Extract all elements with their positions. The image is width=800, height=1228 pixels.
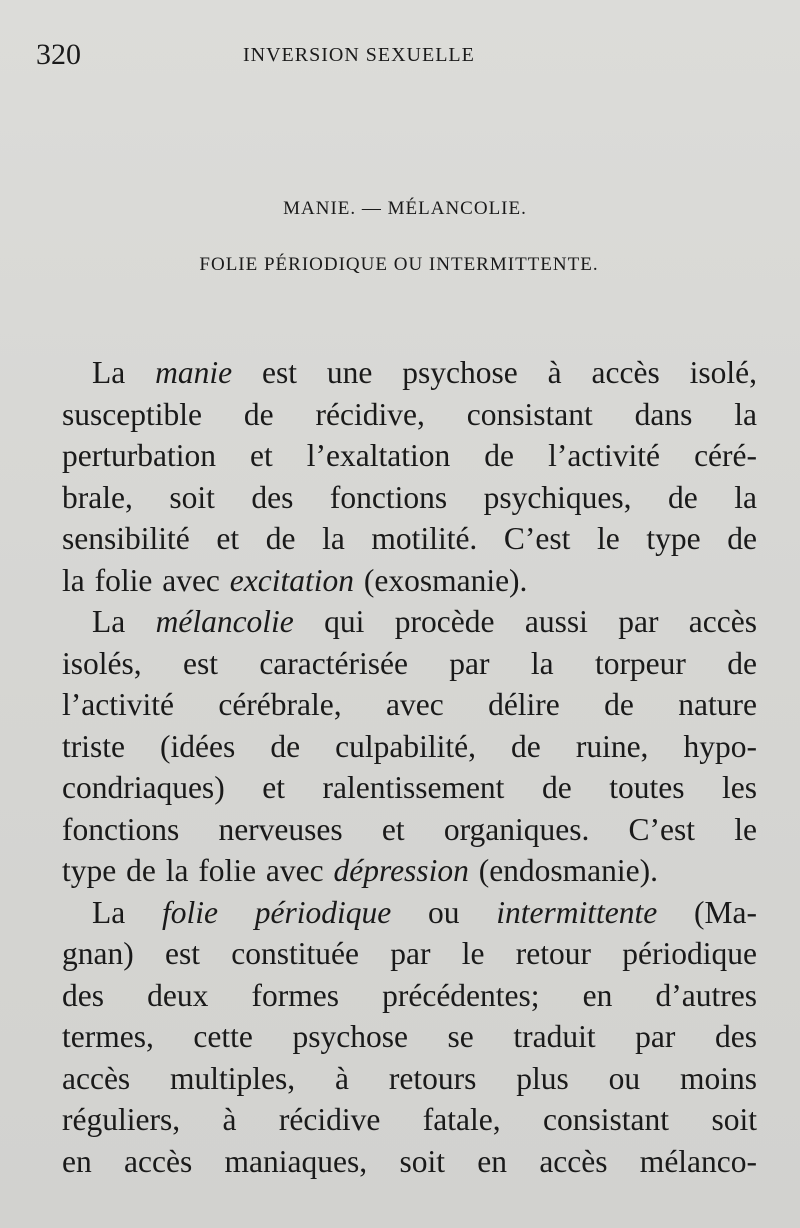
text-line: perturbation et l’exaltation de l’activité céré- bbox=[62, 438, 757, 473]
page-number: 320 bbox=[36, 38, 81, 71]
text-line: la folie avec excitation (exosmanie). bbox=[62, 562, 528, 598]
section-title-line1: MANIE. — MÉLANCOLIE. bbox=[283, 198, 527, 219]
text-line: La manie est une psychose à accès isolé, bbox=[92, 355, 757, 390]
section-title-line2: FOLIE PÉRIODIQUE OU INTERMITTENTE. bbox=[199, 254, 599, 275]
text-line: triste (idées de culpabilité, de ruine, hypo- bbox=[62, 728, 757, 764]
running-head: INVERSION SEXUELLE bbox=[243, 44, 475, 66]
text-line: gnan) est constituée par le retour périodique bbox=[62, 936, 757, 971]
text-line: fonctions nerveuses et organiques. C’est le bbox=[62, 811, 757, 847]
text-line: susceptible de récidive, consistant dans la bbox=[62, 396, 757, 432]
body-text bbox=[62, 352, 757, 1182]
text-line: des deux formes précédentes; en d’autres bbox=[62, 977, 757, 1013]
text-line: accès multiples, à retours plus ou moins bbox=[62, 1060, 757, 1096]
text-line: brale, soit des fonctions psychiques, de la bbox=[62, 479, 757, 515]
text-line: La folie périodique ou intermittente (Ma- bbox=[92, 894, 757, 930]
text-line: sensibilité et de la motilité. C’est le type de bbox=[62, 521, 757, 556]
text-line: en accès maniaques, soit en accès mélanco- bbox=[62, 1143, 757, 1179]
text-line: type de la folie avec dépression (endosmanie). bbox=[62, 853, 659, 888]
text-line: isolés, est caractérisée par la torpeur de bbox=[62, 645, 757, 681]
text-line: La mélancolie qui procède aussi par accès bbox=[92, 604, 757, 639]
text-line: réguliers, à récidive fatale, consistant soit bbox=[62, 1102, 757, 1137]
text-line: l’activité cérébrale, avec délire de nature bbox=[62, 687, 757, 722]
text-line: condriaques) et ralentissement de toutes les bbox=[62, 770, 757, 805]
text-line: termes, cette psychose se traduit par des bbox=[62, 1019, 757, 1054]
